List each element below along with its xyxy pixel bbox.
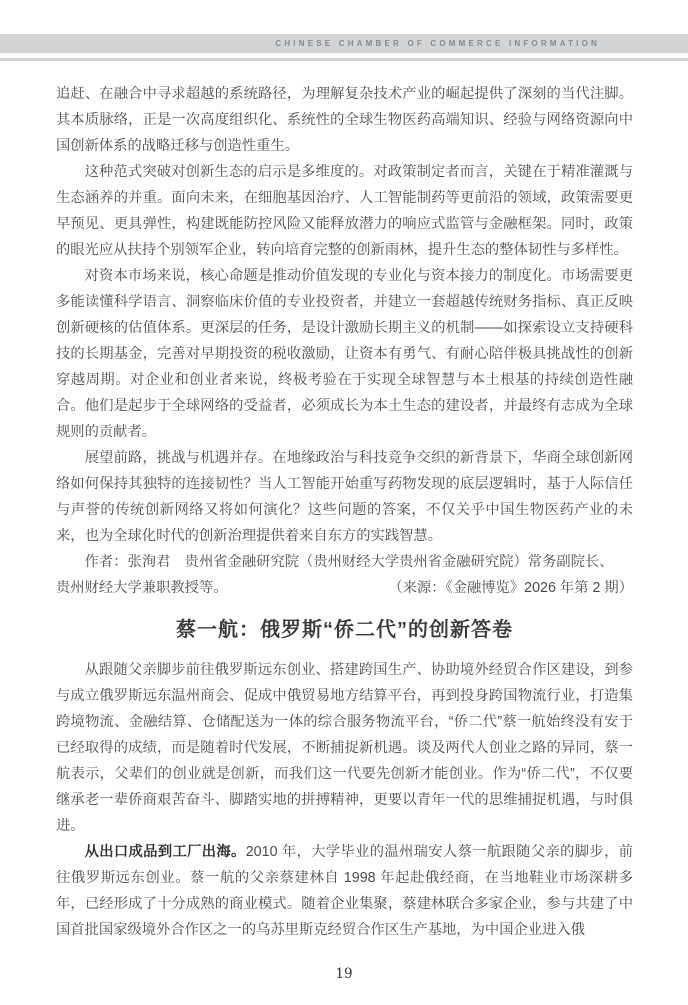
header-rule — [0, 58, 688, 61]
article1-paragraph-4: 展望前路，挑战与机遇并存。在地缘政治与科技竞争交织的新背景下，华商全球创新网络如何保持其独特的连接韧性？当人工智能开始重写药物发现的底层逻辑时，基于人际信任与声誉的传统创新网络又将如何演化？这些问题的答案，不仅关乎中国生物医药产业的未来，也为全球化时代的创新治理提供着来自东方的实践智慧。 — [56, 450, 633, 544]
article2-paragraph-2 — [56, 839, 633, 943]
article1-author-line-2: 贵州财经大学兼职教授等。 — [56, 580, 228, 596]
article1-paragraph-1: 追赶、在融合中寻求超越的系统路径，为理解复杂技术产业的崛起提供了深刻的当代注脚。其本质脉络，正是一次高度组织化、系统性的全球生物医药高端知识、经验与网络资源向中国创新体系的战略迁移与创造性重生。 — [56, 86, 633, 154]
article1-author-line: 作者：张洵君 贵州省金融研究院（贵州财经大学贵州省金融研究院）常务副院长、 — [84, 554, 614, 570]
document-page — [0, 34, 688, 1005]
article2-title: 蔡一航：俄罗斯“侨二代”的创新答卷 — [176, 619, 513, 641]
article1-paragraph-3: 对资本市场来说，核心命题是推动价值发现的专业化与资本接力的制度化。市场需要更多能读懂科学语言、洞察临床价值的专业投资者，并建立一套超越传统财务指标、真正反映创新硬核的估值体系。更深层的任务，是设计激励长期主义的机制——如探索设立支持硬科技的长期基金，完善对早期投资的税收激励，让资本有勇气、有耐心陪伴极具挑战性的创新穿越周期。对企业和创业者来说，终极考验在于实现全球智慧与本土根基的持续创造性融合。他们是起步于全球网络的受益者，必须成长为本土生态的建设者，并最终有志成为全球规则的贡献者。 — [56, 268, 633, 440]
article2-paragraph-2-lead: 从出口成品到工厂出海。 — [84, 844, 246, 860]
header-banner-text: CHINESE CHAMBER OF COMMERCE INFORMATION — [275, 39, 600, 48]
article1-author-source-row — [56, 575, 633, 601]
article2-paragraph-1: 从跟随父亲脚步前往俄罗斯远东创业、搭建跨国生产、协助境外经贸合作区建设，到参与成立俄罗斯远东温州商会、促成中俄贸易地方结算平台，再到投身跨国物流行业，打造集跨境物流、金融结算、仓储配送为一体的综合服务物流平台，“侨二代”蔡一航始终没有安于已经取得的成绩，而是随着时代发展，不断捕捉新机遇。谈及两代人创业之路的异同，蔡一航表示，父辈们的创业就是创新，而我们这一代要先创新才能创业。作为“侨二代”，不仅要继承老一辈侨商艰苦奋斗、脚踏实地的拼搏精神，更要以青年一代的思维捕捉机遇，与时俱进。 — [56, 662, 633, 834]
article1-paragraph-2: 这种范式突破对创新生态的启示是多维度的。对政策制定者而言，关键在于精准灌溉与生态涵养的并重。面向未来，在细胞基因治疗、人工智能制药等更前沿的领域，政策需要更早预见、更具弹性，构建既能防控风险又能释放潜力的响应式监管与金融框架。同时，政策的眼光应从扶持个别领军企业，转向培育完整的创新雨林，提升生态的整体韧性与多样性。 — [56, 164, 633, 258]
article1-source: （来源：《金融博览》2026 年第 2 期） — [388, 580, 633, 596]
header-banner — [0, 34, 688, 53]
article2-paragraph-2-body: 2010 年，大学毕业的温州瑞安人蔡一航跟随父亲的脚步，前往俄罗斯远东创业。蔡一航的父亲蔡建林自 1998 年起赴俄经商，在当地鞋业市场深耕多年，已经形成了十分成熟的商业模式。随着企业集聚，蔡建林联合多家企业，参与共建了中国首批国家级境外合作区之一的乌苏里斯克经贸合作区生产基地，为中国企业进入俄 — [56, 844, 634, 938]
page-number: 19 — [335, 966, 353, 982]
page-content — [0, 81, 688, 943]
